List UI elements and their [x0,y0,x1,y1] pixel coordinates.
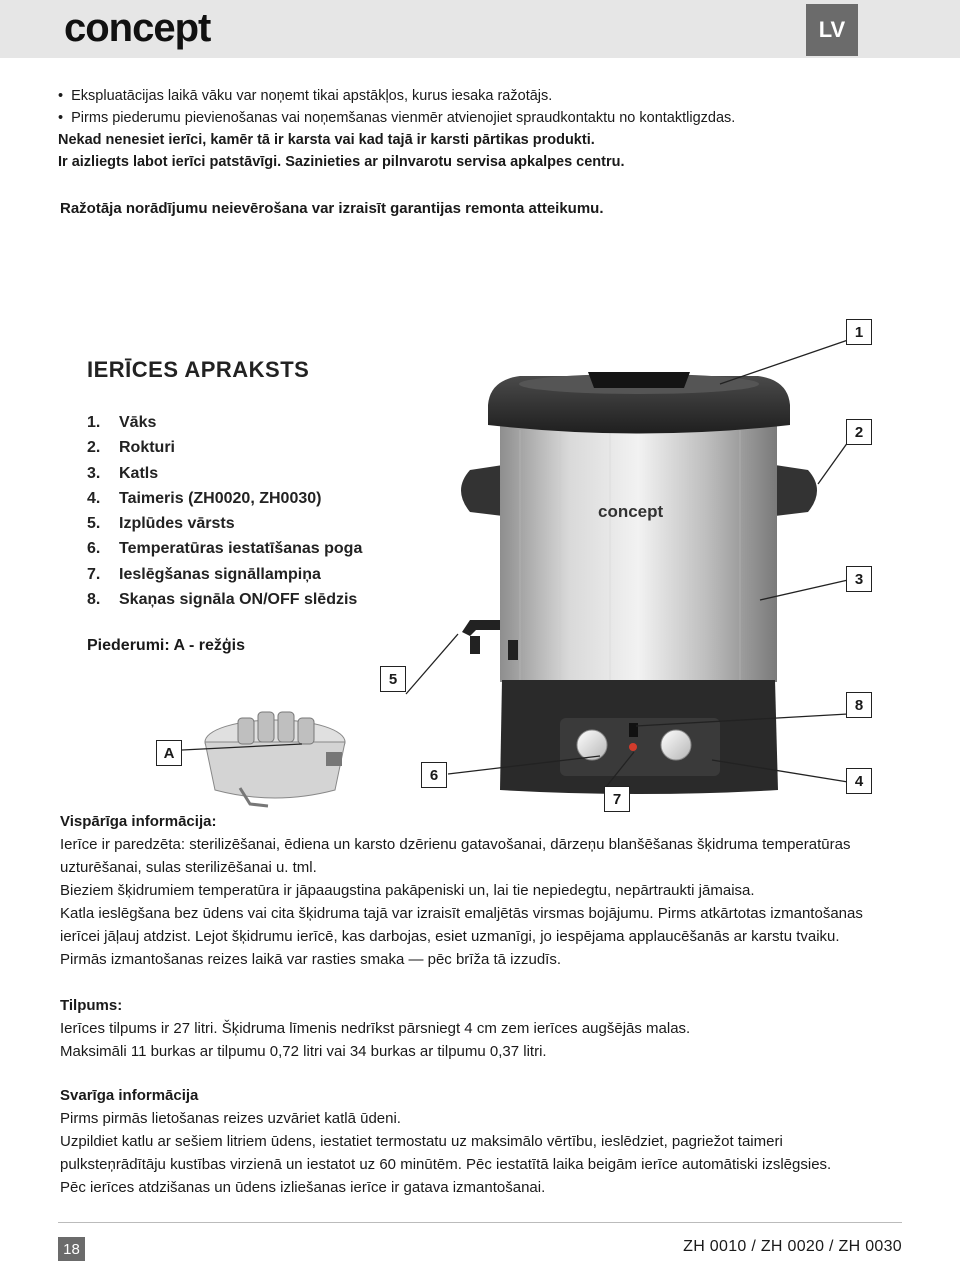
text-line: Pēc ierīces atdzišanas un ūdens izliešanas ierīce ir gatava izmantošanai. [60,1179,546,1196]
accessory-pot [205,742,345,798]
pot-body [500,420,777,682]
part-item: 1. Vāks [87,414,157,431]
part-item: 8. Skaņas signāla ON/OFF slēdzis [87,591,358,609]
part-item: 6. Temperatūras iestatīšanas poga [87,540,363,558]
part-item: 7. Ieslēgšanas signāllampiņa [87,565,321,583]
part-item: 4. Taimeris (ZH0020, ZH0030) [87,489,322,507]
device-logo: concept [598,502,664,521]
right-handle [775,465,817,516]
model-numbers: ZH 0010 / ZH 0020 / ZH 0030 [683,1238,902,1255]
left-handle [461,465,503,516]
bullet-item: Ir aizliegts labot ierīci patstāvīgi. Sazinieties ar pilnvarotu servisa apkalpes centru. [58,154,625,170]
bullet-item: • Pirms piederumu pievienošanas vai noņemšanas vienmēr atvienojiet spraudkontaktu no kontaktligzdas. [58,110,736,126]
text-line: pulksteņrādītāju kustības virzienā un iestatot uz 60 minūtēm. Pēc iestatītā laika beigām ierīce automātiski izslēgsies. [60,1156,832,1173]
lid-handle [588,372,690,388]
temperature-knob [577,730,607,760]
callout-3: 3 [846,566,872,592]
footer-divider [58,1222,902,1223]
capacity-info [60,994,910,1063]
text-line: Ierīces tilpums ir 27 litri. Šķidruma līmenis nedrīkst pārsniegt 4 cm zem ierīces augšējās malas. [60,1020,691,1037]
sound-switch [629,723,638,737]
part-item: 2. Rokturi [87,439,175,457]
callout-a: A [156,740,182,766]
text-line: uzturēšanai, sulas sterilizēšanai u. tml. [60,859,317,876]
part-item: 3. Katls [87,464,159,482]
bullet-item: • Ekspluatācijas laikā vāku var noņemt tikai apstākļos, kurus iesaka ražotājs. [58,88,553,104]
page-number: 18 [58,1237,85,1261]
accessories-label: Piederumi: A - režģis [87,637,245,654]
text-line: Uzpildiet katlu ar sešiem litriem ūdens, iestatiet termostatu uz maksimālo vērtību, ieslēdziet, pagriežot taimeri [60,1133,783,1150]
drain-tap [462,620,500,636]
capacity-heading: Tilpums: [60,997,123,1014]
text-line: Maksimāli 11 burkas ar tilpumu 0,72 litri vai 34 burkas ar tilpumu 0,37 litri. [60,1043,547,1060]
callout-8: 8 [846,692,872,718]
callout-7: 7 [604,786,630,812]
text-line: Katla ieslēgšana bez ūdens vai cita šķidruma tajā var izraisīt emaljētās virsmas bojājumu. Pirms atkārtotas izmantošanas [60,905,863,922]
general-info-heading: Vispārīga informācija: [60,813,217,830]
text-line: ierīcei jāļauj atdzist. Lejot šķidrumu ierīcē, kas darbojas, esiet uzmanīgi, jo iespējama applaucēšanās ar karstu tvaiku. [60,928,840,945]
callout-5: 5 [380,666,406,692]
text-line: Ierīce ir paredzēta: sterilizēšanai, ēdiena un karsto dzērienu gatavošanai, dārzeņu blanšēšanas šķidruma temperatūras [60,836,851,853]
language-badge: LV [806,4,858,56]
general-info [60,810,910,971]
brand-logo: concept [64,6,211,50]
callout-2: 2 [846,419,872,445]
text-line: Pirms pirmās lietošanas reizes uzvāriet katlā ūdeni. [60,1110,401,1127]
section-title: IERĪCES APRAKSTS [87,357,310,382]
warranty-warning: Ražotāja norādījumu neievērošana var izraisīt garantijas remonta atteikumu. [60,200,604,217]
text-line: Bieziem šķidrumiem temperatūra ir jāpaaugstina pakāpeniski un, lai tie nepiedegtu, nepārtraukti jāmaisa. [60,882,755,899]
callout-1: 1 [846,319,872,345]
callout-6: 6 [421,762,447,788]
callout-4: 4 [846,768,872,794]
timer-knob [661,730,691,760]
important-heading: Svarīga informācija [60,1087,199,1104]
part-item: 5. Izplūdes vārsts [87,515,235,533]
bullet-item: Nekad nenesiet ierīci, kamēr tā ir karsta vai kad tajā ir karsti pārtikas produkti. [58,132,595,148]
important-info [60,1084,910,1199]
indicator-lamp [629,743,637,751]
text-line: Pirmās izmantošanas reizes laikā var rasties smaka — pēc brīža tā izzudīs. [60,951,562,968]
